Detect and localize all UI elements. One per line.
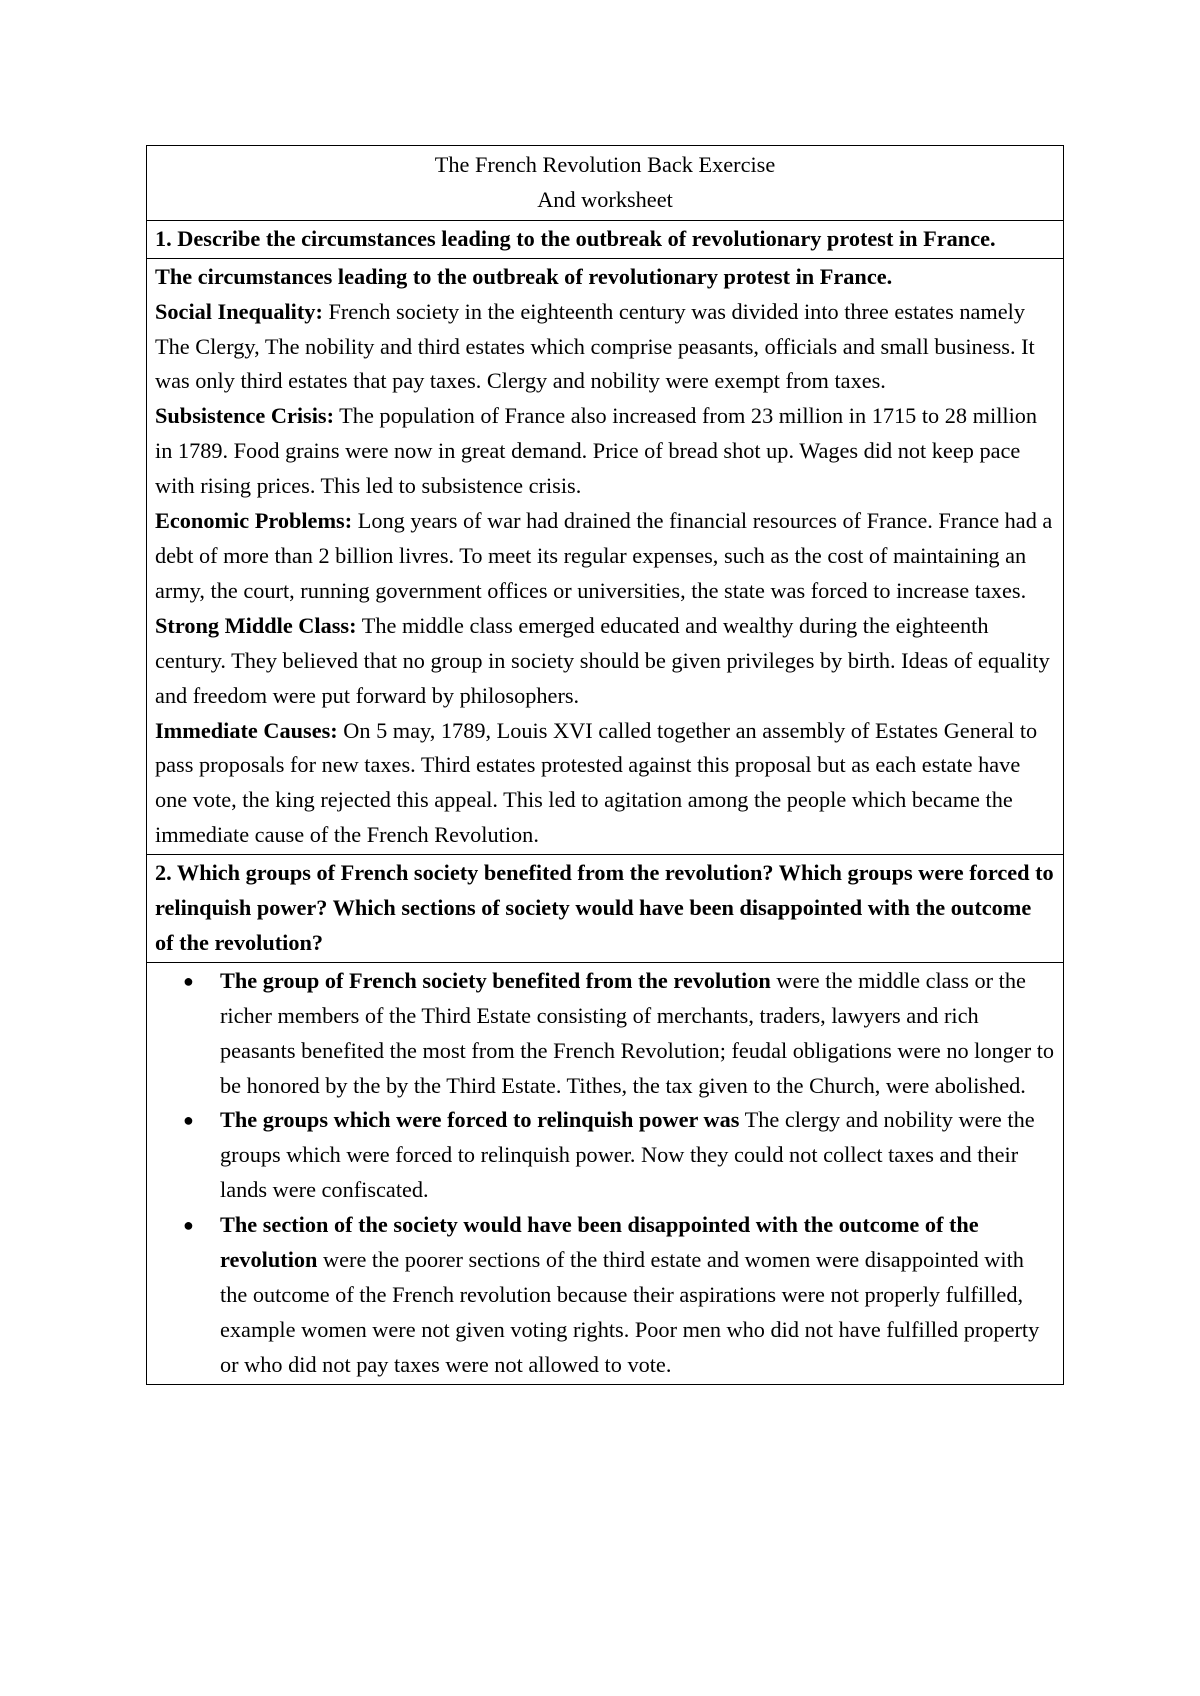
point-label: Immediate Causes: <box>155 717 338 743</box>
title-row <box>147 146 1064 221</box>
answer-1-point <box>155 504 1055 609</box>
answer-2 <box>147 962 1064 1384</box>
document-title: The French Revolution Back Exercise <box>434 152 776 177</box>
answer-1-point <box>155 295 1055 400</box>
point-label: Economic Problems: <box>155 508 353 534</box>
answer-1-point <box>155 609 1055 714</box>
point-label: Subsistence Crisis: <box>155 403 335 429</box>
answer-1-point <box>155 714 1055 854</box>
bullet-icon: ● <box>183 970 194 991</box>
point-label: Strong Middle Class: <box>155 612 357 638</box>
answer-1 <box>147 258 1064 854</box>
bullet-icon: ● <box>183 1215 194 1236</box>
bullet-text: were the middle class or the richer members of the Third Estate consisting of merchants, traders, lawyers and rich peasants benefited the most from the French Revolution; feudal obligations were no longer to be honored by the by the Third Estate. Tithes, the tax given to the Church, were abolished. <box>220 967 1055 1098</box>
question-2: 2. Which groups of French society benefited from the revolution? Which groups were forced to relinquish power? Which sections of society would have been disappointed with the outcome of the revolution? <box>147 855 1064 963</box>
bullet-text: were the poorer sections of the third estate and women were disappointed with the outcome of the French revolution because their aspirations were not properly fulfilled, example women were not given voting rights. Poor men who did not have fulfilled property or who did not pay taxes were not allowed to vote. <box>220 1247 1040 1377</box>
answer-1-heading: The circumstances leading to the outbreak of revolutionary protest in France. <box>155 263 893 289</box>
point-label: Social Inequality: <box>155 298 323 324</box>
question-2-row <box>147 855 1064 963</box>
point-text: Long years of war had drained the financial resources of France. France had a debt of more than 2 billion livres. To meet its regular expenses, such as the cost of maintaining an army, the court, running government offices or universities, the state was forced to increase taxes. <box>155 508 1053 603</box>
question-1: 1. Describe the circumstances leading to the outbreak of revolutionary protest in France. <box>147 220 1064 258</box>
bullet-label: The groups which were forced to relinquish power was <box>220 1107 740 1133</box>
list-item <box>183 1103 1055 1208</box>
bullet-label: The section of the society would have been disappointed with the outcome of the revolution <box>220 1212 979 1273</box>
question-1-row <box>147 220 1064 258</box>
answer-1-row <box>147 258 1064 854</box>
point-text: The middle class emerged educated and wealthy during the eighteenth century. They believed that no group in society should be given privileges by birth. Ideas of equality and freedom were put forward by philosophers. <box>155 612 1050 708</box>
bullet-text: The clergy and nobility were the groups which were forced to relinquish power. Now they could not collect taxes and their lands were confiscated. <box>220 1107 1035 1203</box>
bullet-icon: ● <box>183 1110 194 1131</box>
title-cell <box>147 146 1064 221</box>
answer-1-point <box>155 399 1055 504</box>
answer-2-row <box>147 962 1064 1384</box>
point-text: On 5 may, 1789, Louis XVI called together an assembly of Estates General to pass proposals for new taxes. Third estates protested against this proposal but as each estate have one vote, the king rejected this appeal. This led to agitation among the people which became the immediate cause of the French Revolution. <box>155 717 1038 848</box>
point-text: The population of France also increased from 23 million in 1715 to 28 million in 1789. Food grains were now in great demand. Price of bread shot up. Wages did not keep pace with rising prices. This led to subsistence crisis. <box>155 403 1038 499</box>
bullet-label: The group of French society benefited from the revolution <box>220 967 771 993</box>
list-item <box>183 964 1055 1104</box>
document-subtitle: And worksheet <box>537 186 673 212</box>
list-item <box>183 1208 1055 1383</box>
answer-2-list <box>155 964 1055 1383</box>
point-text: French society in the eighteenth century was divided into three estates namely The Clergy, The nobility and third estates which comprise peasants, officials and small business. It was only third estates that pay taxes. Clergy and nobility were exempt from taxes. <box>155 298 1035 394</box>
worksheet-table <box>146 145 1064 1385</box>
